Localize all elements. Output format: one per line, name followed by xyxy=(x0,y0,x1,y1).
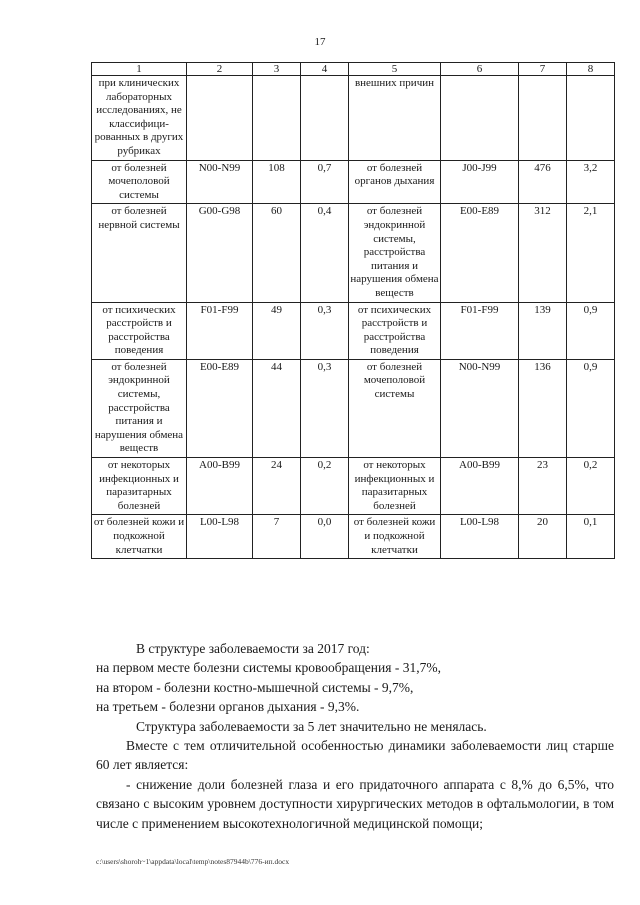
table-cell: от болезней мочеполовой системы xyxy=(92,160,187,204)
table-cell: от болезней эндокринной системы, расстройства питания и нарушения обмена веществ xyxy=(92,359,187,457)
table-cell: от болезней кожи и подкожной клетчатки xyxy=(349,515,441,559)
table-cell: от психических расстройств и расстройства поведения xyxy=(92,302,187,359)
table-row xyxy=(92,515,615,559)
table-row xyxy=(92,76,615,161)
table-cell: 139 xyxy=(519,302,567,359)
paragraph: Вместе с тем отличительной особенностью динамики заболеваемости лиц старше 60 лет является: xyxy=(96,738,614,773)
table-row xyxy=(92,359,615,457)
table-cell: 0,9 xyxy=(567,302,615,359)
table-cell: 0,3 xyxy=(301,302,349,359)
statistics-table xyxy=(91,62,615,559)
table-cell: L00-L98 xyxy=(441,515,519,559)
table-cell: 136 xyxy=(519,359,567,457)
table-cell: E00-E89 xyxy=(441,204,519,302)
table-cell: 0,2 xyxy=(567,458,615,515)
table-cell: J00-J99 xyxy=(441,160,519,204)
table-cell xyxy=(441,76,519,161)
table-header-row xyxy=(92,63,615,76)
table-cell: 0,7 xyxy=(301,160,349,204)
table-cell: A00-B99 xyxy=(187,458,253,515)
column-header: 2 xyxy=(187,63,253,76)
column-header: 6 xyxy=(441,63,519,76)
table-cell: N00-N99 xyxy=(441,359,519,457)
table-cell: 44 xyxy=(253,359,301,457)
body-text xyxy=(96,639,614,833)
table-cell: 60 xyxy=(253,204,301,302)
table-cell: 24 xyxy=(253,458,301,515)
table-cell: F01-F99 xyxy=(187,302,253,359)
paragraph: на первом месте болезни системы кровообращения - 31,7%, xyxy=(96,660,441,676)
table-cell xyxy=(187,76,253,161)
column-header: 8 xyxy=(567,63,615,76)
table-row xyxy=(92,458,615,515)
table-cell: от болезней мочеполовой системы xyxy=(349,359,441,457)
table-cell: 20 xyxy=(519,515,567,559)
table-cell: L00-L98 xyxy=(187,515,253,559)
column-header: 1 xyxy=(92,63,187,76)
table-cell xyxy=(567,76,615,161)
table-cell: внешних причин xyxy=(349,76,441,161)
table-cell: N00-N99 xyxy=(187,160,253,204)
table-cell: 0,3 xyxy=(301,359,349,457)
table-cell: F01-F99 xyxy=(441,302,519,359)
table-cell: 312 xyxy=(519,204,567,302)
table-cell: от болезней нервной системы xyxy=(92,204,187,302)
table-cell: 49 xyxy=(253,302,301,359)
paragraph: - снижение доли болезней глаза и его придаточного аппарата с 8,% до 6,5%, что связано с высоким уровнем доступности хирургических методов в офтальмологии, в том числе с применением высокотехнологичной медицинской помощи; xyxy=(96,776,614,831)
column-header: 7 xyxy=(519,63,567,76)
table-cell: 7 xyxy=(253,515,301,559)
table-cell: 0,2 xyxy=(301,458,349,515)
table-cell: 0,9 xyxy=(567,359,615,457)
table-cell: 23 xyxy=(519,458,567,515)
table-cell xyxy=(519,76,567,161)
table-cell: от болезней кожи и подкожной клетчатки xyxy=(92,515,187,559)
column-header: 3 xyxy=(253,63,301,76)
table-cell xyxy=(253,76,301,161)
table-cell: от некоторых инфекционных и паразитарных болезней xyxy=(349,458,441,515)
table-cell: 2,1 xyxy=(567,204,615,302)
paragraph: Структура заболеваемости за 5 лет значительно не менялась. xyxy=(136,718,487,734)
table-cell: A00-B99 xyxy=(441,458,519,515)
column-header: 4 xyxy=(301,63,349,76)
table-cell: от болезней органов дыхания xyxy=(349,160,441,204)
table-row xyxy=(92,302,615,359)
footer-file-path: c:\users\shoroh~1\appdata\local\temp\notes87944b\776-ип.docx xyxy=(96,857,290,866)
column-header: 5 xyxy=(349,63,441,76)
table-cell: 476 xyxy=(519,160,567,204)
page-number: 17 xyxy=(314,36,326,48)
paragraph: на третьем - болезни органов дыхания - 9,3%. xyxy=(96,699,360,715)
table-cell: E00-E89 xyxy=(187,359,253,457)
table-cell: G00-G98 xyxy=(187,204,253,302)
paragraph: В структуре заболеваемости за 2017 год: xyxy=(136,641,370,656)
table-cell xyxy=(301,76,349,161)
table-cell: 3,2 xyxy=(567,160,615,204)
table-cell: от некоторых инфекционных и паразитарных болезней xyxy=(92,458,187,515)
table-row xyxy=(92,204,615,302)
table-cell: 0,1 xyxy=(567,515,615,559)
table-cell: при клинических лабораторных исследованиях, не классифици-рованных в других рубриках xyxy=(92,76,187,161)
table-cell: от психических расстройств и расстройства поведения xyxy=(349,302,441,359)
paragraph: на втором - болезни костно-мышечной системы - 9,7%, xyxy=(96,679,414,695)
table-cell: 0,4 xyxy=(301,204,349,302)
table-cell: 108 xyxy=(253,160,301,204)
table-cell: от болезней эндокринной системы, расстройства питания и нарушения обмена веществ xyxy=(349,204,441,302)
table-row xyxy=(92,160,615,204)
table-cell: 0,0 xyxy=(301,515,349,559)
